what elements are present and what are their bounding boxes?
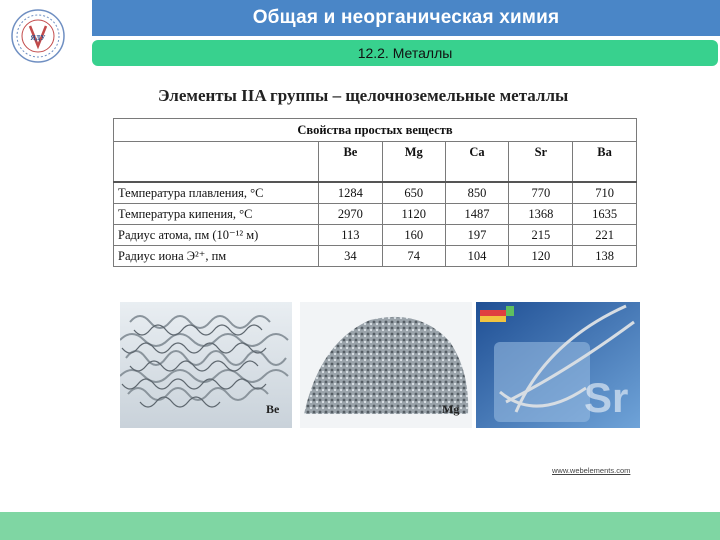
footer-bar [0,512,720,540]
beryllium-photo [120,302,292,428]
table-cell: 710 [573,182,637,204]
column-header: Mg [382,142,445,183]
source-link[interactable]: www.webelements.com [552,466,631,475]
table-cell: 650 [382,182,445,204]
row-label: Радиус иона Э²⁺, пм [114,246,319,267]
row-label: Температура плавления, °С [114,182,319,204]
table-row [114,182,637,204]
column-header: Ba [573,142,637,183]
photo-label: Be [266,402,280,416]
properties-table [113,118,637,267]
course-title: Общая и неорганическая химия [252,7,560,28]
table-cell: 1487 [445,204,509,225]
column-header: Be [319,142,383,183]
table-row [114,225,637,246]
section-bar [92,40,718,66]
table-cell: 113 [319,225,383,246]
strontium-photo [476,302,640,428]
table-cell: 2970 [319,204,383,225]
table-caption-row [114,119,637,142]
table-cell: 221 [573,225,637,246]
magnesium-photo [300,302,472,428]
header-bar [92,0,720,36]
table-cell: 104 [445,246,509,267]
university-logo [10,8,66,64]
table-cell: 215 [509,225,573,246]
section-title: 12.2. Металлы [357,45,453,61]
row-label: Температура кипения, °С [114,204,319,225]
table-cell: 120 [509,246,573,267]
table-cell: 770 [509,182,573,204]
photo-label: Mg [442,402,460,416]
table-cell: 160 [382,225,445,246]
photo-label: Sr [584,374,629,421]
column-header: Ca [445,142,509,183]
table-caption: Свойства простых веществ [114,119,637,142]
table-cell: 34 [319,246,383,267]
table-cell: 74 [382,246,445,267]
row-label: Радиус атома, пм (10⁻¹² м) [114,225,319,246]
table-row [114,246,637,267]
table-header-row [114,142,637,183]
table-row [114,204,637,225]
slide-heading: Элементы IIA группы – щелочноземельные металлы [158,86,569,105]
table-cell: 850 [445,182,509,204]
table-cell: 1120 [382,204,445,225]
university-seal-icon [10,8,66,64]
table-header-empty [114,142,319,183]
table-cell: 1368 [509,204,573,225]
logo-text: ЯДУ [30,34,46,42]
column-header: Sr [509,142,573,183]
table-cell: 138 [573,246,637,267]
table-cell: 1284 [319,182,383,204]
table-cell: 197 [445,225,509,246]
table-cell: 1635 [573,204,637,225]
